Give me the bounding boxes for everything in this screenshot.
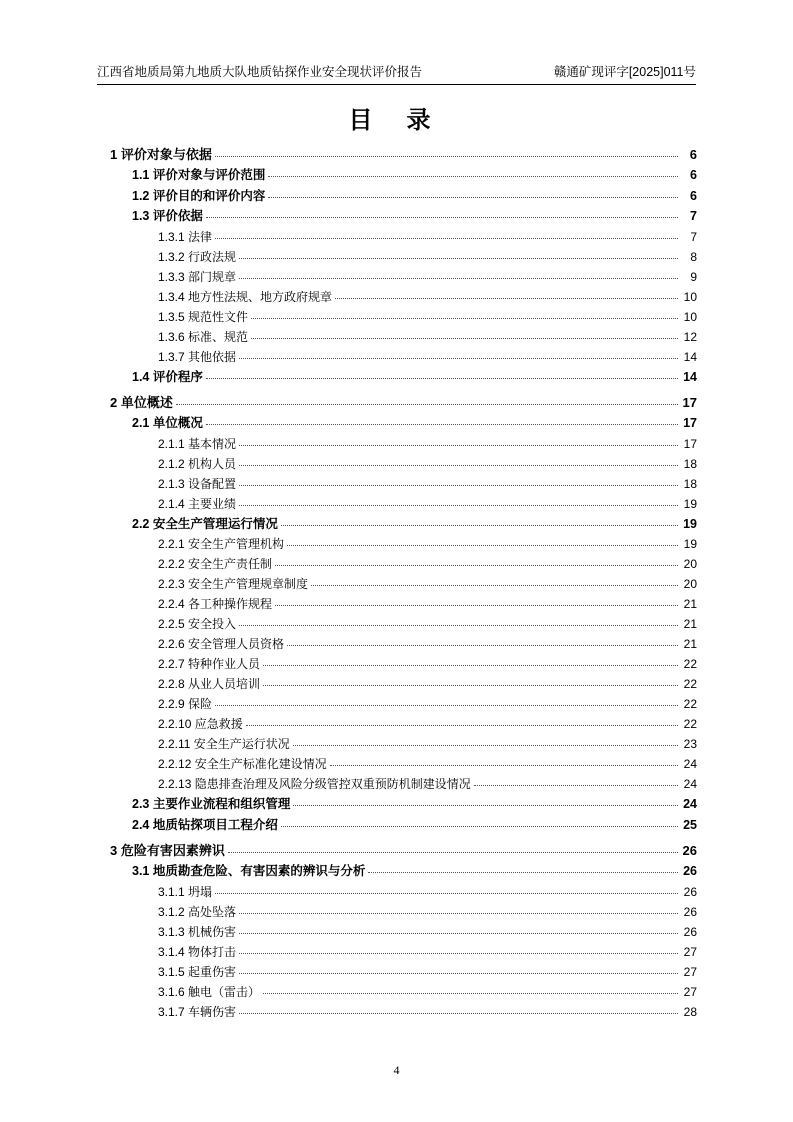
toc-entry-page: 17 [682, 395, 697, 410]
toc-entry-level-2[interactable] [110, 798, 697, 811]
toc-leader-dots [239, 913, 678, 914]
toc-entry-label: 2.1.3 设备配置 [158, 476, 237, 491]
toc-entry-page: 19 [683, 537, 697, 551]
toc-entry-label: 3 危险有害因素辨识 [110, 843, 225, 858]
toc-leader-dots [330, 765, 678, 766]
toc-entry-label: 2.4 地质钻探项目工程介绍 [132, 817, 278, 832]
toc-leader-dots [281, 525, 678, 526]
toc-entry-label: 1.2 评价目的和评价内容 [132, 188, 266, 203]
toc-entry-page: 7 [690, 209, 697, 223]
toc-leader-dots [215, 156, 678, 157]
toc-entry-page: 26 [683, 864, 697, 878]
toc-entry-level-3[interactable] [110, 926, 697, 938]
toc-entry-page: 20 [683, 557, 697, 571]
toc-entry-page: 24 [683, 777, 697, 791]
toc-entry-label: 2.2.4 各工种操作规程 [158, 597, 273, 611]
toc-entry-page: 17 [683, 416, 697, 430]
toc-entry-level-3[interactable] [110, 778, 697, 790]
toc-entry-page: 26 [682, 843, 697, 858]
toc-entry-label: 2.2.6 安全管理人员资格 [158, 637, 285, 651]
toc-entry-label: 3.1.6 触电（雷击） [158, 984, 261, 999]
toc-entry-level-3[interactable] [110, 886, 697, 898]
toc-entry-level-3[interactable] [110, 1006, 697, 1018]
toc-leader-dots [228, 852, 678, 853]
toc-leader-dots [287, 545, 678, 546]
page-header [97, 62, 696, 80]
toc-entry-level-3[interactable] [110, 698, 697, 710]
toc-entry-level-3[interactable] [110, 658, 697, 670]
toc-entry-page: 12 [683, 329, 697, 344]
toc-entry-label: 1.1 评价对象与评价范围 [132, 168, 266, 182]
toc-entry-level-3[interactable] [110, 558, 697, 570]
toc-entry-label: 3.1.5 起重伤害 [158, 964, 237, 979]
toc-entry-page: 26 [683, 924, 697, 939]
toc-entry-label: 2.2.1 安全生产管理机构 [158, 537, 285, 551]
toc-entry-level-2[interactable] [110, 190, 697, 203]
toc-entry-level-1[interactable] [110, 844, 697, 857]
toc-entry-label: 2.2.3 安全生产管理规章制度 [158, 577, 309, 591]
toc-leader-dots [215, 238, 678, 239]
toc-entry-page: 22 [683, 677, 697, 691]
toc-entry-page: 20 [683, 577, 697, 591]
toc-entry-page: 26 [683, 904, 697, 919]
toc-entry-page: 9 [690, 269, 697, 284]
toc-entry-page: 19 [683, 516, 697, 531]
toc-entry-label: 3.1 地质勘查危险、有害因素的辨识与分析 [132, 864, 366, 878]
toc-entry-label: 1.3 评价依据 [132, 209, 203, 223]
toc-entry-level-3[interactable] [110, 738, 697, 750]
toc-entry-level-3[interactable] [110, 946, 697, 958]
toc-leader-dots [206, 424, 678, 425]
toc-entry-level-3[interactable] [110, 291, 697, 303]
toc-entry-level-3[interactable] [110, 478, 697, 490]
toc-entry-label: 2.2.9 保险 [158, 697, 213, 711]
toc-entry-level-3[interactable] [110, 758, 697, 770]
toc-leader-dots [335, 298, 678, 299]
toc-entry-page: 14 [683, 349, 697, 364]
toc-entry-level-3[interactable] [110, 331, 697, 343]
toc-entry-page: 22 [683, 697, 697, 711]
toc-entry-page: 24 [683, 757, 697, 771]
toc-entry-page: 6 [690, 168, 697, 182]
toc-entry-page: 19 [683, 496, 697, 511]
toc-entry-label: 1.3.3 部门规章 [158, 269, 237, 284]
toc-leader-dots [176, 404, 678, 405]
toc-leader-dots [239, 933, 678, 934]
toc-leader-dots [287, 645, 678, 646]
toc-entry-page: 17 [683, 436, 697, 451]
toc-entry-page: 14 [683, 369, 697, 384]
toc-entry-level-3[interactable] [110, 578, 697, 590]
toc-entry-page: 27 [683, 964, 697, 979]
toc-entry-level-3[interactable] [110, 618, 697, 630]
toc-entry-page: 21 [683, 637, 697, 651]
toc-entry-level-1[interactable] [110, 148, 697, 161]
toc-leader-dots [215, 893, 678, 894]
toc-leader-dots [311, 585, 678, 586]
toc-leader-dots [263, 665, 678, 666]
toc-leader-dots [239, 973, 678, 974]
toc-entry-label: 1.3.1 法律 [158, 229, 213, 244]
toc-entry-page: 10 [683, 309, 697, 324]
table-of-contents [110, 148, 697, 1018]
toc-entry-page: 21 [683, 617, 697, 631]
toc-entry-page: 8 [690, 249, 697, 264]
toc-leader-dots [293, 745, 678, 746]
toc-leader-dots [239, 1013, 678, 1014]
toc-entry-label: 2.2.2 安全生产责任制 [158, 557, 273, 571]
toc-entry-page: 18 [683, 476, 697, 491]
toc-leader-dots [239, 258, 678, 259]
toc-leader-dots [239, 278, 678, 279]
toc-leader-dots [239, 485, 678, 486]
toc-entry-label: 1.3.5 规范性文件 [158, 309, 249, 324]
toc-entry-level-2[interactable] [110, 417, 697, 430]
toc-leader-dots [246, 725, 678, 726]
toc-entry-level-3[interactable] [110, 498, 697, 510]
toc-leader-dots [239, 465, 678, 466]
toc-entry-level-2[interactable] [110, 210, 697, 223]
toc-entry-label: 3.1.3 机械伤害 [158, 924, 237, 939]
toc-entry-level-3[interactable] [110, 351, 697, 363]
toc-entry-label: 1.4 评价程序 [132, 369, 203, 384]
toc-entry-page: 28 [683, 1004, 697, 1019]
toc-entry-page: 10 [683, 289, 697, 304]
toc-entry-label: 3.1.7 车辆伤害 [158, 1004, 237, 1019]
page-title: 目 录 [348, 108, 445, 134]
toc-leader-dots [275, 605, 678, 606]
toc-entry-level-3[interactable] [110, 986, 697, 998]
toc-entry-level-2[interactable] [110, 371, 697, 384]
toc-entry-level-3[interactable] [110, 251, 697, 263]
toc-leader-dots [206, 217, 678, 218]
toc-entry-label: 2.2.10 应急救援 [158, 717, 243, 731]
toc-leader-dots [206, 378, 678, 379]
toc-entry-page: 22 [683, 717, 697, 731]
page-number: 4 [393, 1063, 400, 1077]
toc-entry-level-2[interactable] [110, 819, 697, 832]
toc-entry-page: 27 [683, 984, 697, 999]
toc-entry-label: 2.2 安全生产管理运行情况 [132, 516, 278, 531]
toc-entry-label: 2.2.5 安全投入 [158, 617, 237, 631]
toc-entry-page: 23 [683, 737, 697, 751]
toc-entry-page: 22 [683, 657, 697, 671]
toc-entry-page: 27 [683, 944, 697, 959]
toc-entry-level-3[interactable] [110, 271, 697, 283]
toc-entry-page: 7 [690, 229, 697, 244]
toc-leader-dots [239, 953, 678, 954]
header-divider [97, 84, 696, 85]
toc-entry-level-3[interactable] [110, 311, 697, 323]
toc-entry-level-2[interactable] [110, 169, 697, 182]
toc-entry-label: 2.3 主要作业流程和组织管理 [132, 797, 291, 811]
toc-entry-level-2[interactable] [110, 865, 697, 878]
toc-entry-label: 2.2.12 安全生产标准化建设情况 [158, 757, 327, 771]
toc-entry-label: 2 单位概述 [110, 395, 173, 410]
toc-entry-level-3[interactable] [110, 678, 697, 690]
toc-leader-dots [215, 705, 678, 706]
toc-entry-label: 2.1.4 主要业绩 [158, 496, 237, 511]
toc-entry-page: 6 [690, 188, 697, 203]
toc-leader-dots [251, 338, 678, 339]
toc-entry-label: 1.3.6 标准、规范 [158, 329, 249, 344]
toc-entry-level-2[interactable] [110, 518, 697, 531]
toc-entry-label: 3.1.2 高处坠落 [158, 904, 237, 919]
toc-leader-dots [368, 872, 678, 873]
toc-entry-level-3[interactable] [110, 231, 697, 243]
toc-leader-dots [239, 445, 678, 446]
toc-leader-dots [293, 805, 678, 806]
header-left-text: 江西省地质局第九地质大队地质钻探作业安全现状评价报告 [97, 65, 423, 79]
toc-leader-dots [268, 176, 678, 177]
toc-entry-label: 1 评价对象与依据 [110, 147, 212, 162]
toc-entry-label: 2.1.1 基本情况 [158, 436, 237, 451]
toc-entry-label: 1.3.7 其他依据 [158, 349, 237, 364]
toc-entry-label: 2.2.7 特种作业人员 [158, 657, 261, 671]
toc-leader-dots [275, 565, 678, 566]
toc-entry-level-3[interactable] [110, 966, 697, 978]
toc-entry-page: 6 [689, 147, 697, 162]
toc-entry-level-3[interactable] [110, 438, 697, 450]
toc-leader-dots [268, 197, 678, 198]
toc-leader-dots [251, 318, 678, 319]
toc-entry-label: 3.1.1 坍塌 [158, 884, 213, 899]
toc-entry-page: 18 [683, 456, 697, 471]
toc-entry-label: 1.3.2 行政法规 [158, 249, 237, 264]
toc-entry-level-3[interactable] [110, 458, 697, 470]
toc-entry-level-3[interactable] [110, 906, 697, 918]
toc-entry-page: 21 [683, 597, 697, 611]
toc-entry-page: 24 [683, 797, 697, 811]
toc-entry-label: 2.2.8 从业人员培训 [158, 677, 261, 691]
toc-entry-label: 2.1.2 机构人员 [158, 456, 237, 471]
toc-entry-level-3[interactable] [110, 598, 697, 610]
toc-leader-dots [263, 685, 678, 686]
header-right-text: 赣通矿现评字[2025]011号 [553, 65, 696, 79]
toc-leader-dots [474, 785, 678, 786]
toc-leader-dots [281, 826, 678, 827]
toc-entry-label: 1.3.4 地方性法规、地方政府规章 [158, 289, 333, 304]
toc-entry-level-3[interactable] [110, 638, 697, 650]
toc-entry-level-3[interactable] [110, 538, 697, 550]
toc-entry-label: 2.1 单位概况 [132, 416, 203, 430]
toc-leader-dots [239, 625, 678, 626]
toc-leader-dots [239, 358, 678, 359]
toc-leader-dots [239, 505, 678, 506]
toc-entry-label: 3.1.4 物体打击 [158, 944, 237, 959]
toc-entry-label: 2.2.11 安全生产运行状况 [158, 737, 290, 751]
toc-entry-page: 26 [683, 884, 697, 899]
toc-entry-level-3[interactable] [110, 718, 697, 730]
toc-entry-label: 2.2.13 隐患排查治理及风险分级管控双重预防机制建设情况 [158, 777, 471, 791]
toc-entry-level-1[interactable] [110, 396, 697, 409]
toc-leader-dots [263, 993, 678, 994]
toc-entry-page: 25 [683, 817, 697, 832]
